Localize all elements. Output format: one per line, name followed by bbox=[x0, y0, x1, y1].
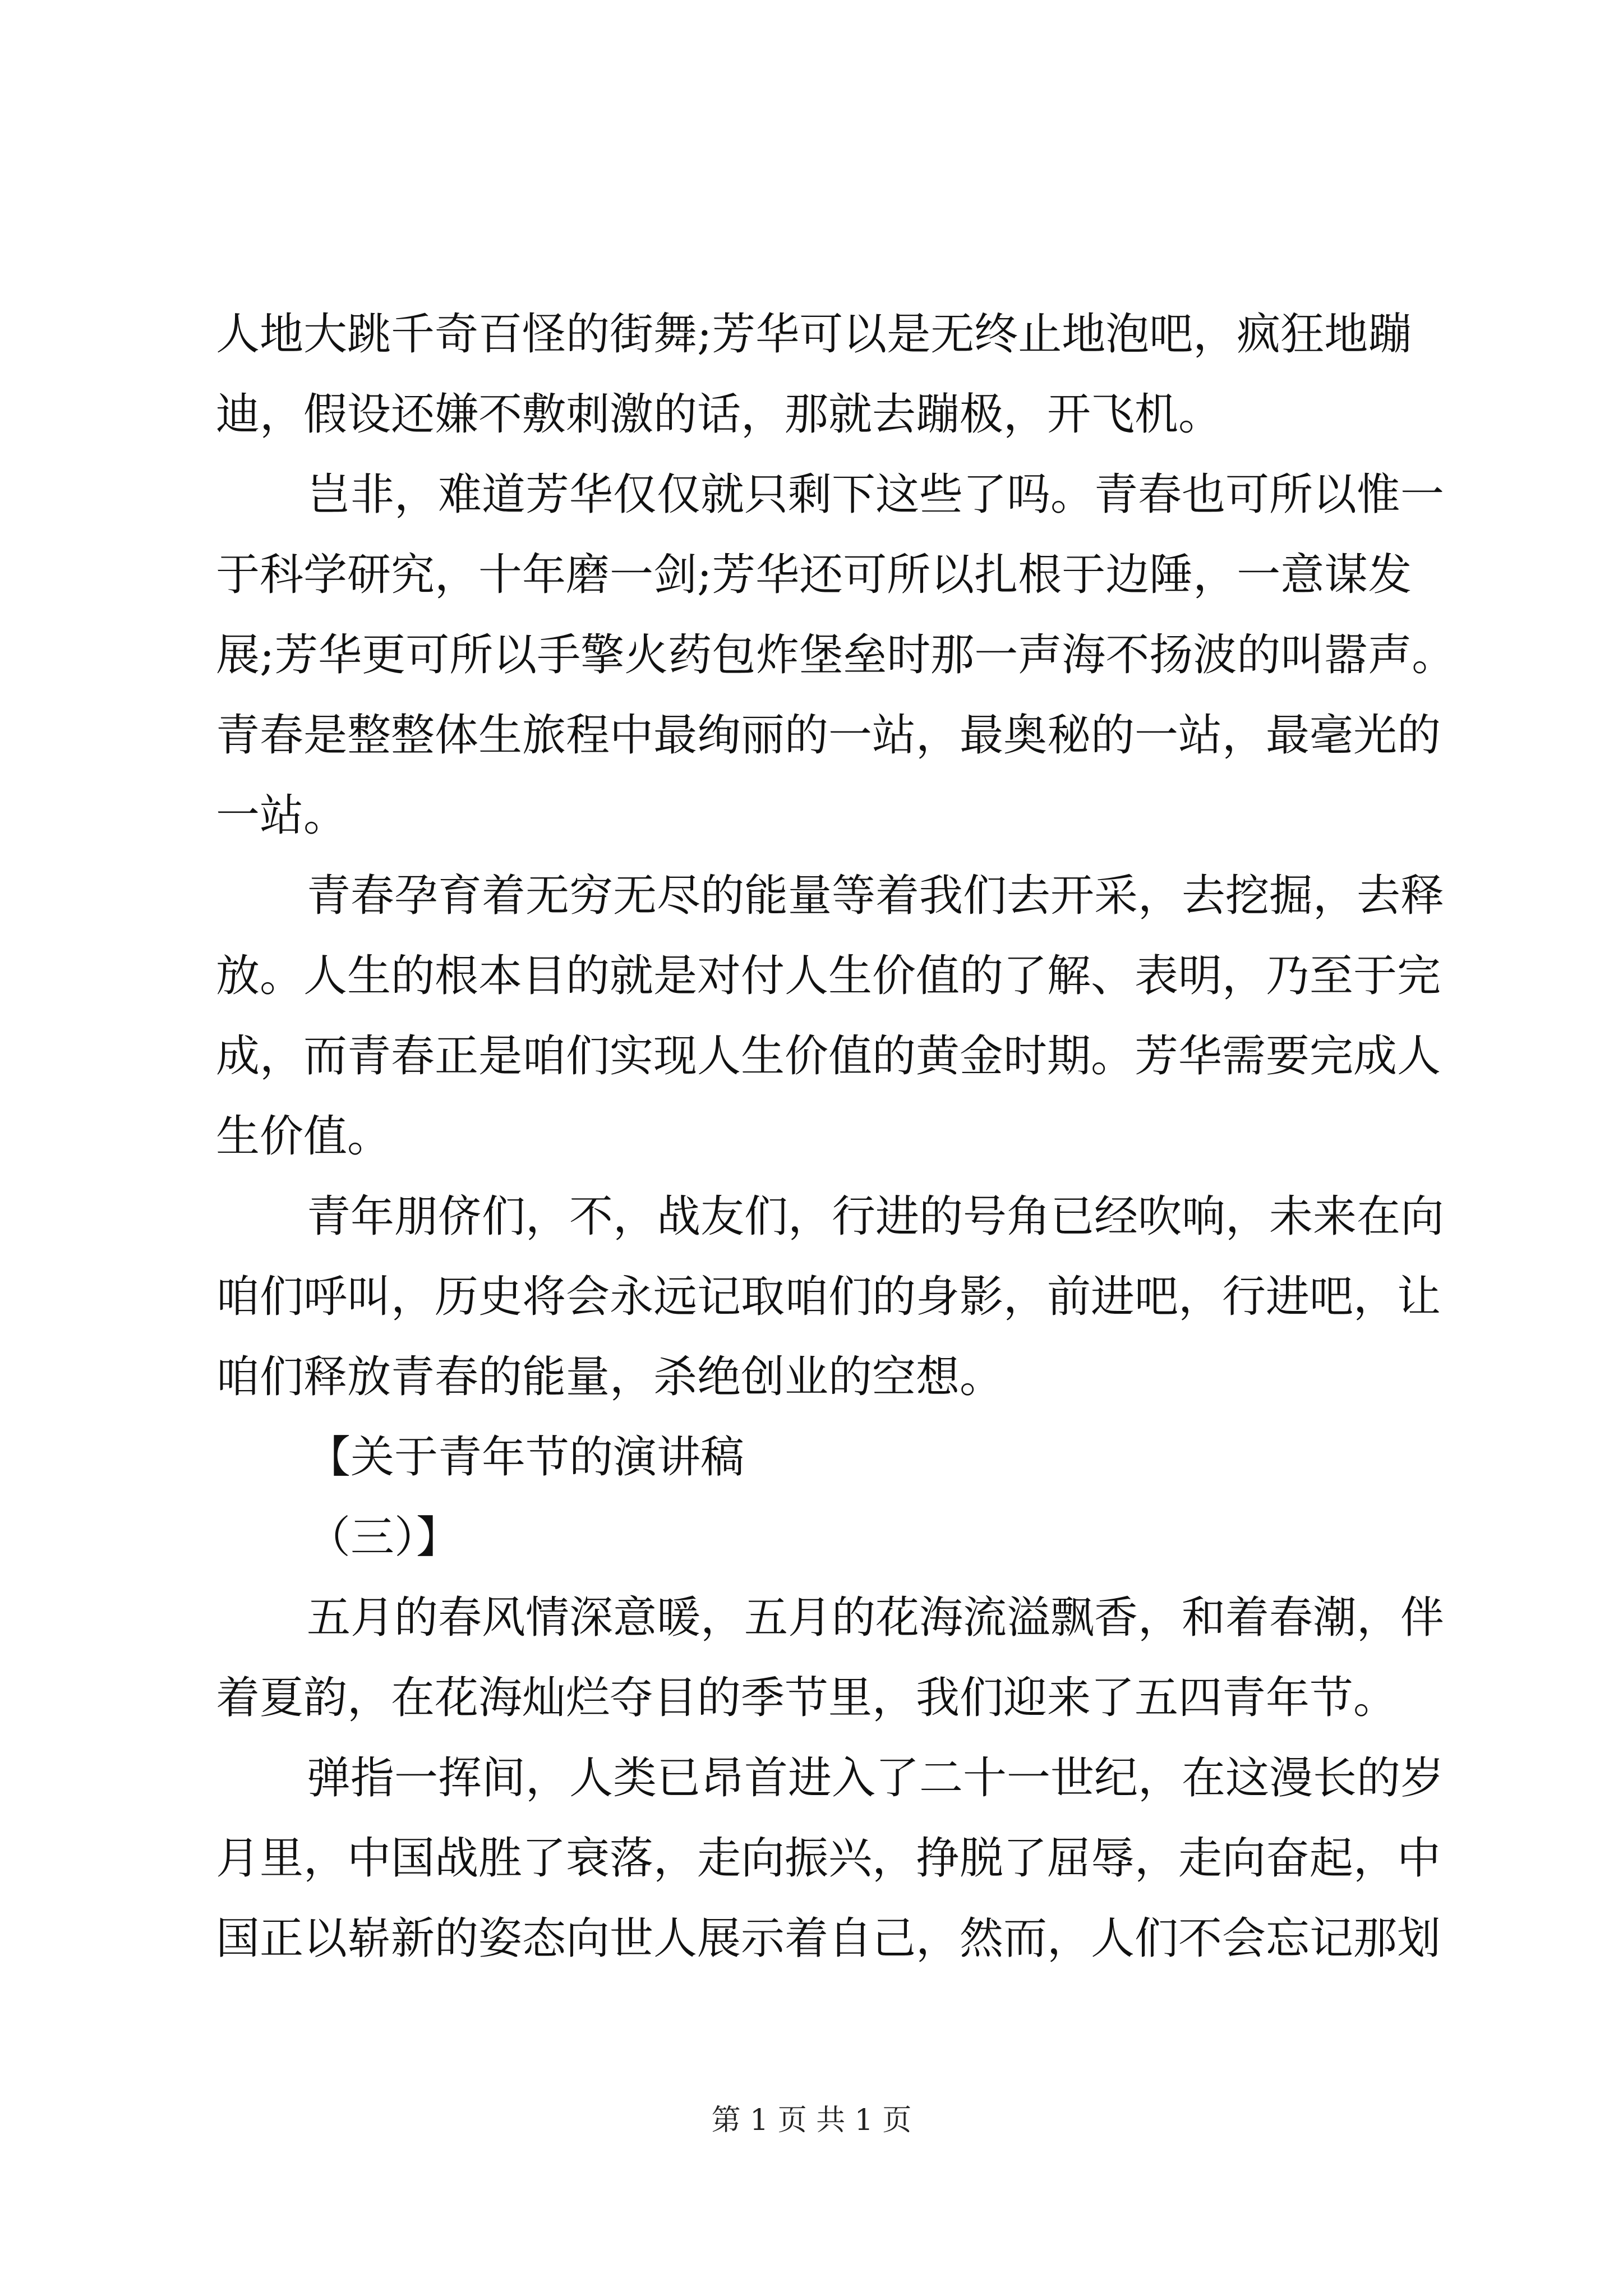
paragraph-start-line: 五月的春风情深意暖，五月的花海流溢飘香，和着春潮，伴 bbox=[307, 1593, 1445, 1643]
text-line: 一站。 bbox=[216, 790, 348, 841]
section-heading: 【关于青年节的演讲稿 bbox=[307, 1432, 745, 1483]
text-line: 放。人生的根本目的就是对付人生价值的了解、表明，乃至于完 bbox=[216, 951, 1441, 1001]
text-line: 成，而青春正是咱们实现人生价值的黄金时期。芳华需要完成人 bbox=[216, 1031, 1441, 1082]
text-line: 咱们呼叫，历史将会永远记取咱们的身影，前进吧，行进吧，让 bbox=[216, 1272, 1441, 1322]
text-line: 国正以崭新的姿态向世人展示着自己，然而，人们不会忘记那划 bbox=[216, 1913, 1441, 1964]
paragraph-start-line: 青年朋侪们，不，战友们，行进的号角已经吹响，未来在向 bbox=[307, 1191, 1445, 1242]
text-line: 生价值。 bbox=[216, 1111, 391, 1162]
paragraph-start-line: 岂非，难道芳华仅仅就只剩下这些了吗。青春也可所以惟一 bbox=[307, 470, 1445, 520]
paragraph-start-line: 青春孕育着无穷无尽的能量等着我们去开采，去挖掘，去释 bbox=[307, 871, 1445, 921]
text-line: 于科学研究，十年磨一剑;芳华还可所以扎根于边陲，一意谋发 bbox=[216, 550, 1412, 600]
document-body bbox=[216, 295, 1456, 1979]
text-line: 展;芳华更可所以手擎火药包炸堡垒时那一声海不扬波的叫嚣声。 bbox=[216, 630, 1456, 680]
text-line: 月里，中国战胜了衰落，走向振兴，挣脱了屈辱，走向奋起，中 bbox=[216, 1833, 1441, 1884]
text-line: 人地大跳千奇百怪的街舞;芳华可以是无终止地泡吧，疯狂地蹦 bbox=[216, 309, 1412, 360]
section-heading-number: （三）】 bbox=[307, 1512, 460, 1563]
paragraph-start-line: 弹指一挥间，人类已昂首进入了二十一世纪，在这漫长的岁 bbox=[307, 1753, 1445, 1803]
text-line: 咱们释放青春的能量，杀绝创业的空想。 bbox=[216, 1352, 1004, 1402]
page-footer bbox=[0, 2101, 1623, 2140]
text-line: 青春是整整体生旅程中最绚丽的一站，最奥秘的一站，最毫光的 bbox=[216, 710, 1441, 761]
page-number-label: 第 1 页 共 1 页 bbox=[711, 2104, 912, 2137]
text-line: 着夏韵，在花海灿烂夺目的季节里，我们迎来了五四青年节。 bbox=[216, 1673, 1398, 1723]
text-line: 迪，假设还嫌不敷刺激的话，那就去蹦极，开飞机。 bbox=[216, 389, 1223, 440]
